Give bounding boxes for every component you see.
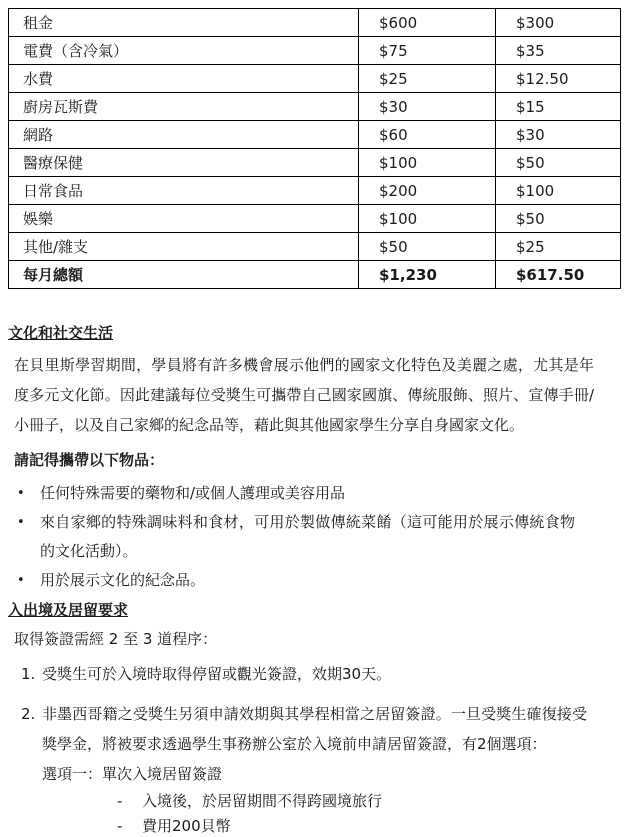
item-number: 2. [21, 705, 36, 723]
budget-item-label: 醫療保健 [9, 149, 359, 177]
budget-value-1: $200 [359, 177, 496, 205]
table-row [9, 37, 621, 65]
list-item [42, 814, 587, 837]
list-item-text: 任何特殊需要的藥物和/或個人護理或美容用品 [40, 484, 346, 502]
numbered-item-body [42, 699, 587, 837]
culture-paragraph: 在貝里斯學習期間，學員將有許多機會展示他們的國家文化特色及美麗之處，尤其是年度多元文化節。因此建議每位受獎生可攜帶自己國家國旗、傳統服飾、照片、宣傳手冊/小冊子，以及自己家鄉的紀念品等，藉此與其他國家學生分享自身國家文化。 [14, 356, 594, 434]
budget-item-label: 廚房瓦斯費 [9, 93, 359, 121]
budget-value-2: $25 [496, 233, 621, 261]
dash-icon: - [117, 792, 123, 810]
table-row [9, 93, 621, 121]
visa-option-one-title: 選項一：單次入境居留簽證 [42, 765, 223, 783]
visa-intro-text: 取得簽證需經 2 至 3 道程序： [14, 630, 218, 648]
budget-total-value-1: $1,230 [359, 261, 496, 289]
budget-total-value-2: $617.50 [496, 261, 621, 289]
budget-item-label: 電費（含冷氣） [9, 37, 359, 65]
table-row [9, 121, 621, 149]
budget-total-label: 每月總額 [9, 261, 359, 289]
section-heading-immigration: 入出境及居留要求 [8, 601, 129, 619]
budget-value-2: $50 [496, 149, 621, 177]
budget-item-label: 其他/雜支 [9, 233, 359, 261]
budget-item-label: 娛樂 [9, 205, 359, 233]
immigration-section [8, 600, 620, 837]
budget-item-label: 水費 [9, 65, 359, 93]
bullet-icon: • [17, 486, 25, 501]
budget-value-1: $100 [359, 149, 496, 177]
list-item-text: 費用200貝幣 [142, 817, 231, 835]
list-item-text: 來自家鄉的特殊調味料和食材，可用於製做傳統菜餚（這可能用於展示傳統食物的文化活動）。 [40, 513, 575, 560]
budget-value-2: $100 [496, 177, 621, 205]
budget-value-2: $15 [496, 93, 621, 121]
bring-items-title: 請記得攜帶以下物品： [14, 451, 165, 469]
numbered-item-1 [8, 659, 620, 689]
budget-value-1: $25 [359, 65, 496, 93]
budget-value-2: $35 [496, 37, 621, 65]
table-row [9, 65, 621, 93]
budget-value-1: $600 [359, 9, 496, 37]
table-row-monthly-total [9, 261, 621, 289]
budget-value-1: $30 [359, 93, 496, 121]
item-number: 1. [21, 665, 36, 683]
table-row [9, 205, 621, 233]
bullet-icon: • [17, 573, 25, 588]
budget-value-2: $12.50 [496, 65, 621, 93]
table-row [9, 233, 621, 261]
numbered-item-text: 非墨西哥籍之受獎生另須申請效期與其學程相當之居留簽證。一旦受獎生確復接受獎學金，將被要求透過學生事務辦公室於入境前申請居留簽證，有2個選項： [42, 705, 587, 753]
section-heading-culture: 文化和社交生活 [8, 324, 114, 342]
budget-value-1: $75 [359, 37, 496, 65]
list-item [8, 479, 620, 508]
budget-item-label: 日常食品 [9, 177, 359, 205]
bullet-icon: • [17, 515, 25, 530]
numbered-item-2 [8, 699, 620, 837]
budget-item-label: 租金 [9, 9, 359, 37]
list-item-text: 入境後，於居留期間不得跨國境旅行 [142, 792, 383, 810]
budget-item-label: 網路 [9, 121, 359, 149]
budget-value-1: $60 [359, 121, 496, 149]
budget-value-1: $50 [359, 233, 496, 261]
budget-value-2: $300 [496, 9, 621, 37]
list-item [8, 508, 620, 566]
culture-section [8, 323, 620, 595]
budget-value-2: $30 [496, 121, 621, 149]
list-item [42, 789, 587, 814]
dash-icon: - [117, 817, 123, 835]
budget-value-1: $100 [359, 205, 496, 233]
monthly-budget-table [8, 8, 621, 289]
bring-items-list [8, 479, 620, 595]
table-row [9, 9, 621, 37]
numbered-item-text: 受獎生可於入境時取得停留或觀光簽證，效期30天。 [42, 665, 392, 683]
budget-value-2: $50 [496, 205, 621, 233]
list-item [8, 566, 620, 595]
table-row [9, 149, 621, 177]
table-row [9, 177, 621, 205]
list-item-text: 用於展示文化的紀念品。 [40, 571, 206, 589]
